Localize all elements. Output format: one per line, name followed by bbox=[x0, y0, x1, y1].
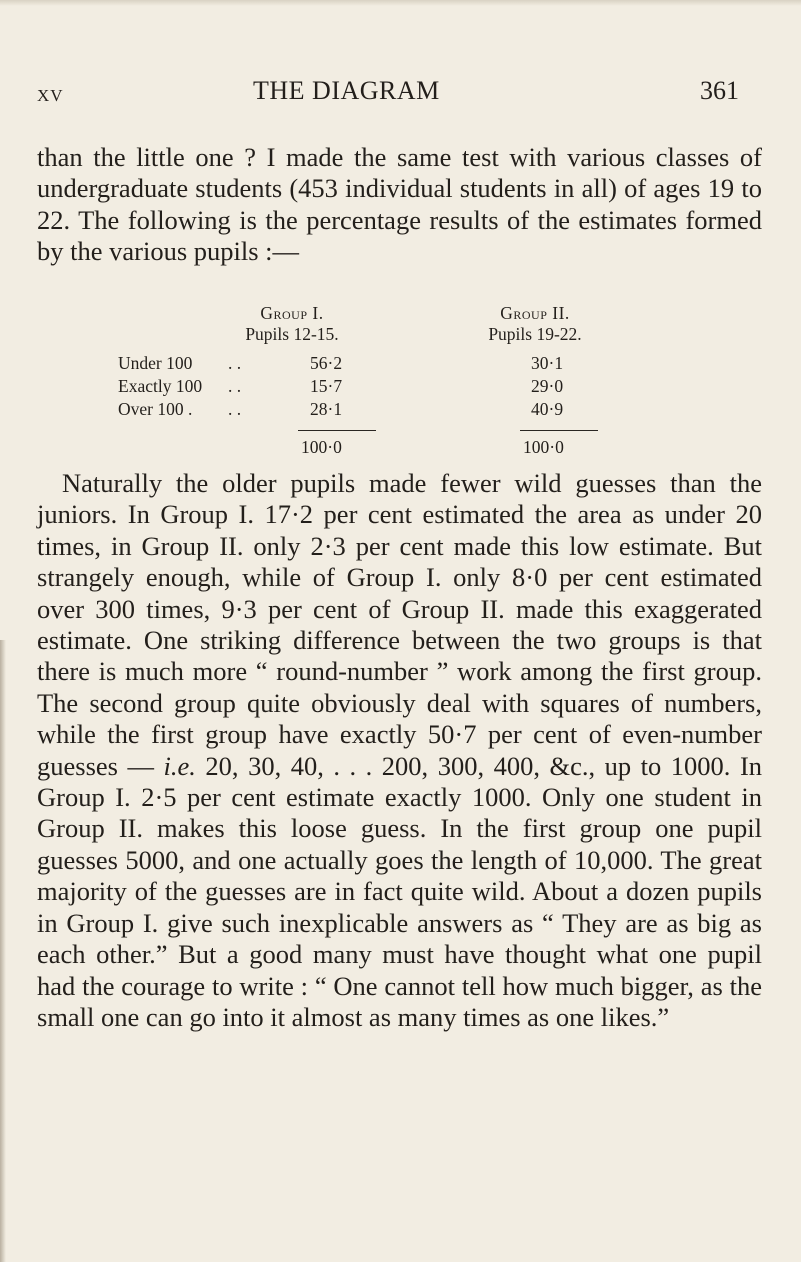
row-label-over-100: Over 100 . bbox=[118, 399, 193, 419]
column-header-group-2: Group II. bbox=[500, 303, 570, 323]
value-group1-under-100: 56·2 bbox=[310, 353, 343, 373]
paragraph-discussion bbox=[37, 468, 762, 1033]
chapter-number: XV bbox=[37, 86, 64, 105]
total-group-1: 100·0 bbox=[301, 437, 342, 457]
column-subheader-pupils-2: Pupils 19-22. bbox=[488, 324, 582, 344]
value-group2-over-100: 40·9 bbox=[531, 399, 564, 419]
value-group2-exactly-100: 29·0 bbox=[531, 376, 564, 396]
paragraph-intro: than the little one ? I made the same test with various classes of undergraduate students (453 individual students in all) of ages 19 to 22. The following is the percentage results of the estimates formed by the various pupils :— bbox=[37, 142, 762, 267]
results-table bbox=[0, 303, 801, 465]
page-number: 361 bbox=[700, 76, 739, 105]
row-leader-dots: . . bbox=[228, 353, 242, 373]
column-header-group-1: Group I. bbox=[260, 303, 324, 323]
column-subheader-pupils-1: Pupils 12-15. bbox=[245, 324, 339, 344]
value-group1-exactly-100: 15·7 bbox=[310, 376, 343, 396]
running-head bbox=[0, 66, 801, 106]
total-rule-group-1 bbox=[298, 430, 376, 431]
value-group2-under-100: 30·1 bbox=[531, 353, 564, 373]
running-title: THE DIAGRAM bbox=[253, 76, 440, 105]
row-label-under-100: Under 100 bbox=[118, 353, 193, 373]
row-leader-dots: . . bbox=[228, 376, 242, 396]
value-group1-over-100: 28·1 bbox=[310, 399, 343, 419]
row-leader-dots: . . bbox=[228, 399, 242, 419]
total-group-2: 100·0 bbox=[523, 437, 564, 457]
ie-abbreviation: i.e. bbox=[163, 750, 196, 781]
row-label-exactly-100: Exactly 100 bbox=[118, 376, 203, 396]
total-rule-group-2 bbox=[520, 430, 598, 431]
page-edge-shadow bbox=[0, 0, 801, 6]
paragraph-discussion-part-1: Naturally the older pupils made fewer wild guesses than the juniors. In Group I. 17·2 per cent estimated the area as under 20 times, in Group II. only 2·3 per cent made this low estimate. But strangely enough, while of Group I. only 8·0 per cent estimated over 300 times, 9·3 per cent of Group II. made this exaggerated estimate. One striking difference between the two groups is that there is much more “ round-number ” work among the first group. The second group quite obviously deal with squares of numbers, while the first group have exactly 50·7 per cent of even-number guesses — bbox=[37, 468, 762, 781]
binding-shadow bbox=[0, 640, 6, 1262]
paragraph-discussion-part-2: 20, 30, 40, . . . 200, 300, 400, &c., up to 1000. In Group I. 2·5 per cent estimate exactly 1000. Only one student in Group II. makes this loose guess. In the first group one pupil guesses 5000, and one actually goes the length of 10,000. The great majority of the guesses are in fact quite wild. About a dozen pupils in Group I. give such inexplicable answers as “ They are as big as each other.” But a good many must have thought what one pupil had the courage to write : “ One cannot tell how much bigger, as the small one can go into it almost as many times as one likes.” bbox=[37, 750, 763, 1032]
